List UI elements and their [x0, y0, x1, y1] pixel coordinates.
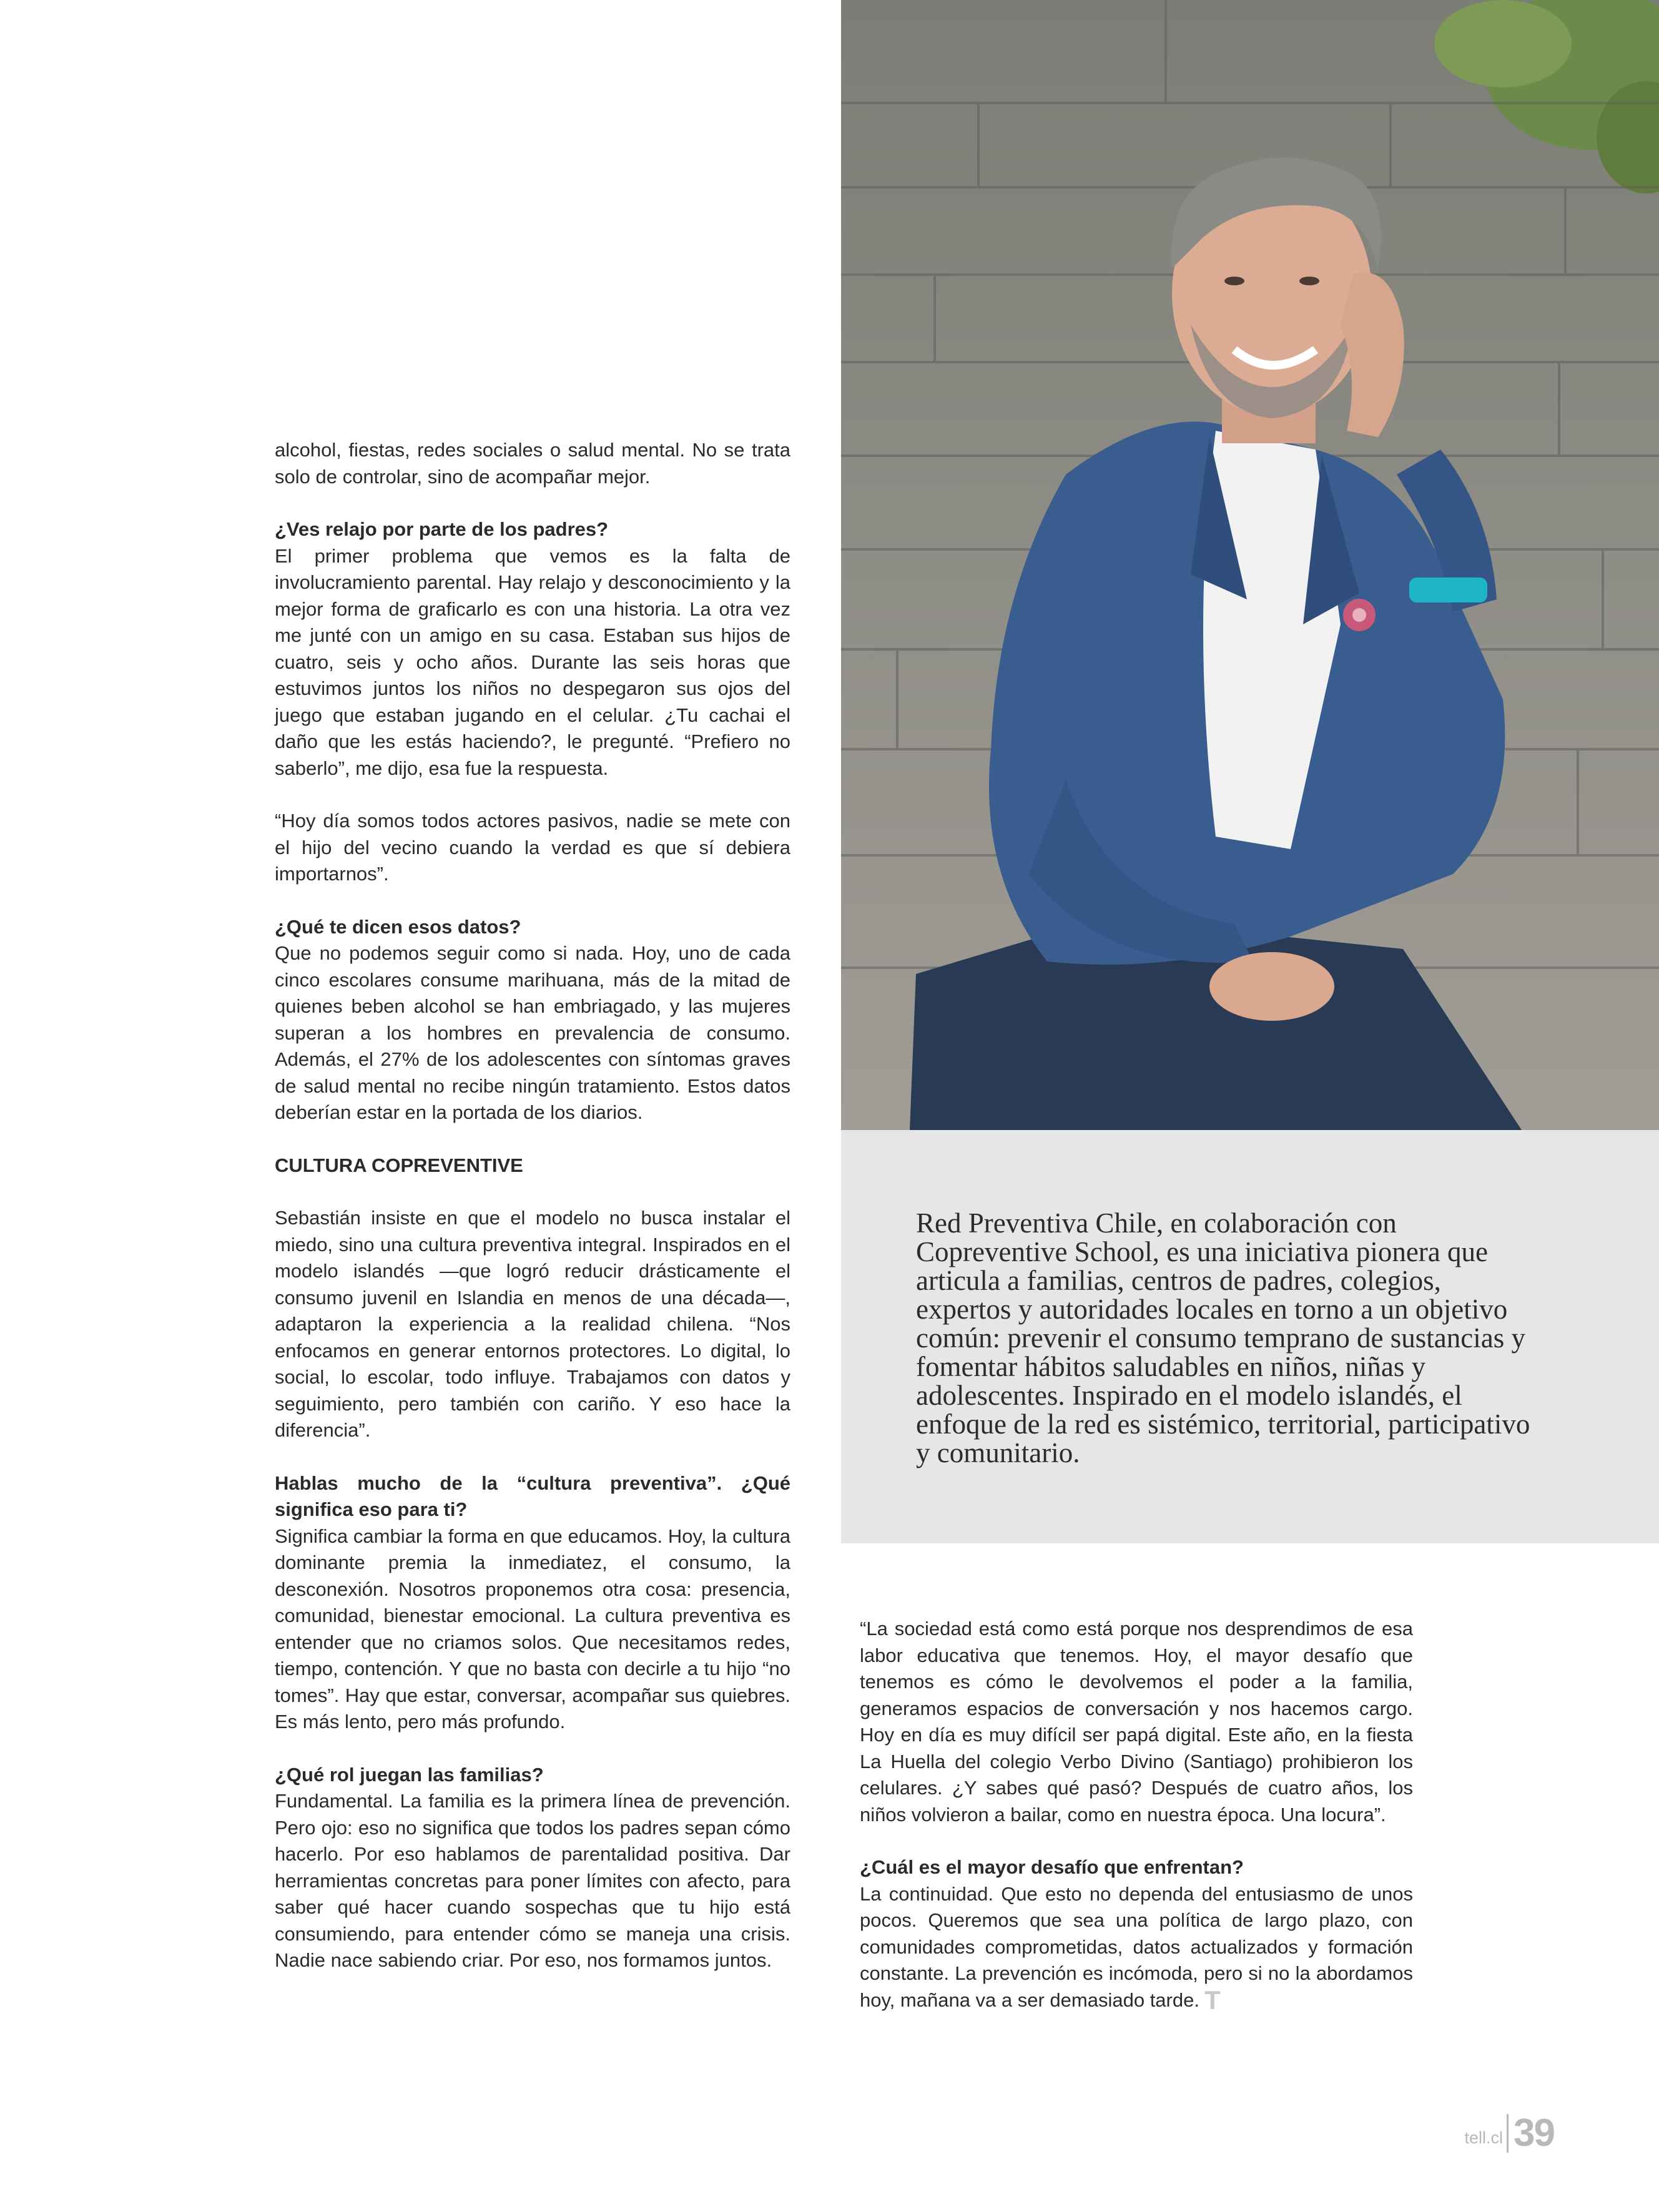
folio-divider — [1507, 2114, 1509, 2153]
culture-paragraph: Sebastián insiste en que el modelo no busca instalar el miedo, sino una cultura preventiva integral. Inspirados en el modelo islandés —que logró reducir drásticamente el consumo juvenil en Islandia en menos de una década—, adaptaron la experiencia a la realidad chilena. “Nos enfocamos en generar entornos protectores. Lo digital, lo social, lo escolar, todo influye. Trabajamos con datos y seguimiento, pero también con cariño. Y eso hace la diferencia”. — [275, 1207, 790, 1441]
answer-paragraph: El primer problema que vemos es la falta de involucramiento parental. Hay relajo y desconocimiento y la mejor forma de graficarlo es con una historia. La otra vez me junté con un amigo en su casa. Estaban sus hijos de cuatro, seis y ocho años. Durante las seis horas que estuvimos juntos los niños no despegaron sus ojos del juego que estaban jugando en el celular. ¿Tu cachai el daño que les estás haciendo?, le pregunté. “Prefiero no saberlo”, me dijo, esa fue la respuesta. — [275, 544, 790, 779]
page-number: 39 — [1514, 2111, 1554, 2155]
qa-block — [275, 1470, 790, 1736]
qa-block — [275, 914, 790, 1126]
question-heading: Hablas mucho de la “cultura preventiva”. ¿Qué significa eso para ti? — [275, 1472, 790, 1520]
question-heading: ¿Qué te dicen esos datos? — [275, 915, 521, 938]
qa-block — [860, 1854, 1413, 2013]
answer-paragraph — [860, 1881, 1413, 2014]
quote-paragraph: “La sociedad está como está porque nos desprendimos de esa labor educativa que tenemos. Hoy, el mayor desafío que tenemos es cómo le devolvemos el poder a la familia, generamos espacios de conversación y nos hacemos cargo. Hoy en día es muy difícil ser papá digital. Este año, en la fiesta La Huella del colegio Verbo Divino (Santiago) prohibieron los celulares. ¿Y sabes qué pasó? Después de cuatro años, los niños volvieron a bailar, como en nuestra época. Una locura”. — [860, 1618, 1413, 1826]
intro-paragraph: alcohol, fiestas, redes sociales o salud mental. No se trata solo de controlar, sino de acompañar mejor. — [275, 439, 790, 488]
qa-block — [275, 516, 790, 782]
page-folio — [1465, 2109, 1554, 2153]
left-article-column — [275, 437, 790, 2000]
section-heading: CULTURA COPREVENTIVE — [275, 1154, 523, 1176]
right-article-column — [860, 1616, 1413, 2040]
portrait-illustration — [841, 0, 1659, 1130]
pull-quote-box — [841, 1130, 1659, 1543]
question-heading: ¿Cuál es el mayor desafío que enfrentan? — [860, 1856, 1244, 1878]
answer-paragraph: Que no podemos seguir como si nada. Hoy, uno de cada cinco escolares consume marihuana, más de la mitad de quienes beben alcohol se han embriagado, y las mujeres superan a los hombres en prevalencia de consumo. Además, el 27% de los adolescentes con síntomas graves de salud mental no recibe ningún tratamiento. Estos datos deberían estar en la portada de los diarios. — [275, 942, 790, 1123]
question-heading: ¿Qué rol juegan las familias? — [275, 1763, 544, 1786]
question-heading: ¿Ves relajo por parte de los padres? — [275, 518, 609, 540]
answer-paragraph: Fundamental. La familia es la primera línea de prevención. Pero ojo: eso no significa que todos los padres sepan cómo hacerlo. Por eso hablamos de parentalidad positiva. Dar herramientas concretas para poner límites con afecto, para saber qué hacer cuando sospechas que tu hijo está consumiendo, para entender cómo se maneja una crisis. Nadie nace sabiendo criar. Por eso, nos formamos juntos. — [275, 1790, 790, 1971]
portrait-photo — [841, 0, 1659, 1130]
quote-paragraph: “Hoy día somos todos actores pasivos, nadie se mete con el hijo del vecino cuando la verdad es que sí debiera importarnos”. — [275, 810, 790, 885]
qa-block — [275, 1762, 790, 1974]
answer-text: La continuidad. Que esto no dependa del entusiasmo de unos pocos. Queremos que sea una política de largo plazo, con comunidades comprometidas, datos actualizados y formación constante. La prevención es incómoda, pero si no la abordamos hoy, mañana va a ser demasiado tarde. — [860, 1882, 1413, 2011]
answer-paragraph: Significa cambiar la forma en que educamos. Hoy, la cultura dominante premia la inmediatez, el consumo, la desconexión. Nosotros proponemos otra cosa: presencia, comunidad, bienestar emocional. La cultura preventiva es entender que no criamos solos. Que necesitamos redes, tiempo, contención. Y que no basta con decirle a tu hijo “no tomes”. Hay que estar, conversar, acompañar sus quiebres. Es más lento, pero más profundo. — [275, 1525, 790, 1733]
pull-quote-text: Red Preventiva Chile, en colaboración con Copreventive School, es una iniciativa pionera que articula a familias, centros de padres, colegios, expertos y autoridades locales en torno a un objetivo común: prevenir el consumo temprano de sustancias y fomentar hábitos saludables en niños, niñas y adolescentes. Inspirado en el modelo islandés, el enfoque de la red es sistémico, territorial, participativo y comunitario. — [916, 1207, 1530, 1468]
end-of-article-mark: T — [1204, 1985, 1221, 2015]
site-label: tell.cl — [1464, 2128, 1504, 2147]
